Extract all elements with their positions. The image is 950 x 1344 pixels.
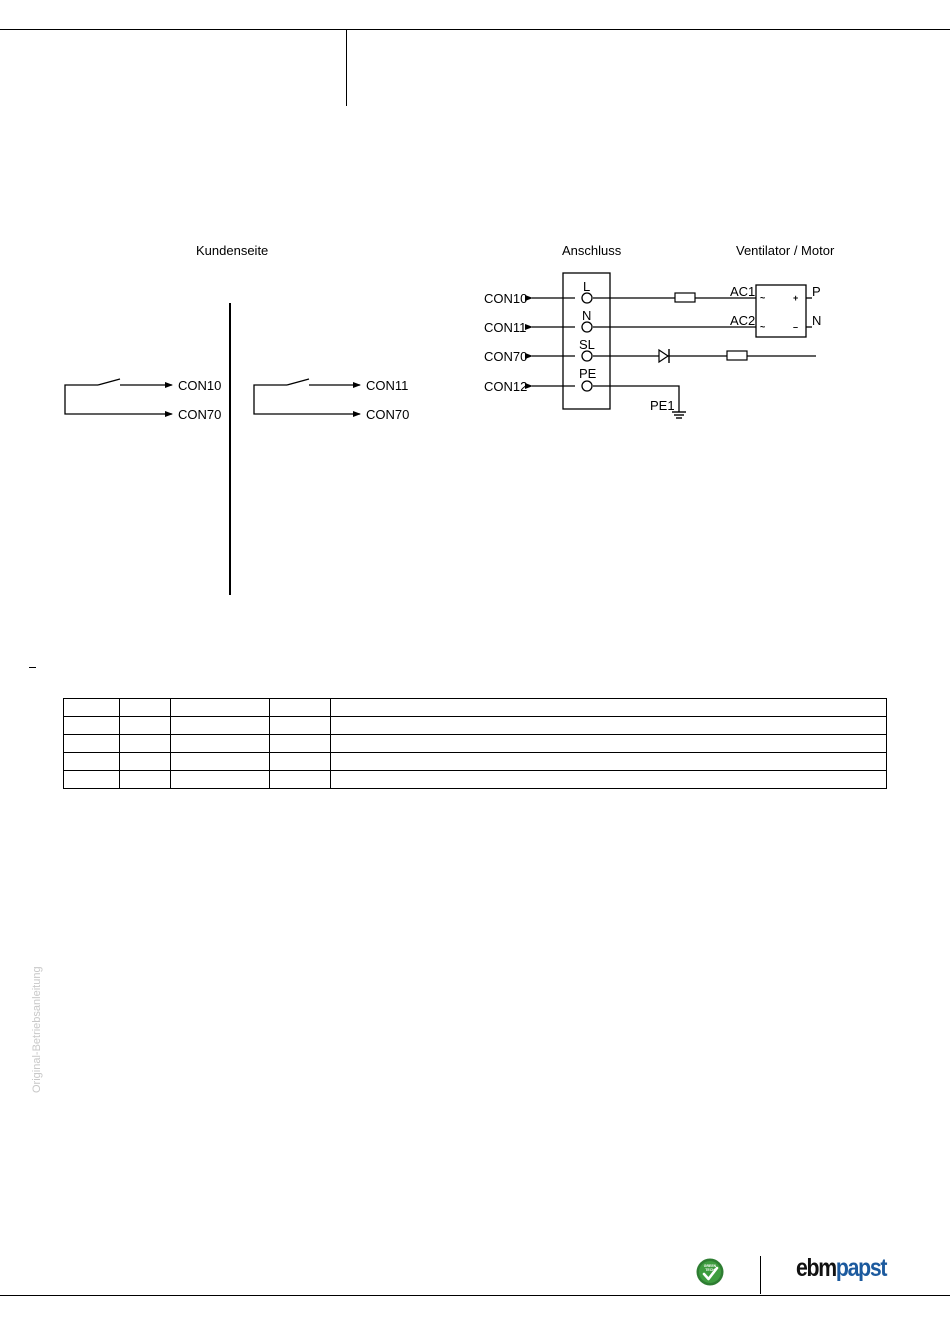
greentech-icon: [696, 1258, 724, 1286]
terminal-n: [582, 322, 592, 332]
table-cell: [331, 717, 887, 735]
table-cell: [64, 753, 120, 771]
logo-part-ebm: ebm: [796, 1254, 836, 1282]
circuit1-wire-left: [65, 385, 172, 414]
footer-rule: [0, 1295, 950, 1296]
con10-label: CON10: [484, 291, 528, 306]
terminal-pe-label: PE: [579, 366, 597, 381]
terminal-sl: [582, 351, 592, 361]
table-cell: [331, 771, 887, 789]
table-row: [64, 735, 887, 753]
table-row: [64, 753, 887, 771]
table-cell: [120, 699, 171, 717]
motor-input-ac2: AC2: [730, 313, 756, 328]
table-cell: [270, 753, 331, 771]
table-cell: [64, 699, 120, 717]
table-cell: [120, 717, 171, 735]
con12-label: CON12: [484, 379, 528, 394]
table-cell: [120, 735, 171, 753]
table-cell: [331, 735, 887, 753]
circuit2-wire-left: [254, 385, 360, 414]
connection-title: Anschluss: [562, 243, 622, 258]
motor-output-p: P: [812, 284, 821, 299]
table-cell: [270, 735, 331, 753]
con11-label: CON11: [484, 320, 527, 335]
table-cell: [331, 699, 887, 717]
table-cell: [171, 753, 270, 771]
table-cell: [171, 699, 270, 717]
ebmpapst-logo: [796, 1254, 886, 1283]
table-cell: [331, 753, 887, 771]
table-cell: [120, 771, 171, 789]
circuit2-label-lower: CON70: [366, 407, 410, 422]
terminal-sl-label: SL: [579, 337, 595, 352]
plus-sign: +: [793, 293, 799, 303]
circuit1-label-lower: CON70: [178, 407, 222, 422]
circuit2-label-upper: CON11: [366, 378, 409, 393]
terminal-n-label: N: [582, 308, 592, 323]
terminal-l: [582, 293, 592, 303]
table-row: [64, 699, 887, 717]
logo-separator: [760, 1256, 761, 1294]
table-cell: [171, 717, 270, 735]
section-marker: [29, 667, 36, 668]
diode-icon: [659, 350, 668, 362]
terminal-pe: [582, 381, 592, 391]
ground-label: PE1: [650, 398, 675, 413]
con70-label: CON70: [484, 349, 528, 364]
greentech-line1: GREEN: [703, 1264, 717, 1268]
motor-output-n: N: [812, 313, 822, 328]
logo-part-papst: papst: [835, 1254, 887, 1282]
minus-sign: –: [793, 322, 799, 332]
table-cell: [64, 717, 120, 735]
motor-input-ac1: AC1: [730, 284, 756, 299]
terminal-l-label: L: [583, 279, 591, 294]
tilde-lower: ~: [760, 322, 766, 332]
table-cell: [270, 771, 331, 789]
customer-circuit-2: [254, 378, 409, 422]
tilde-upper: ~: [760, 293, 766, 303]
fuse-1: [675, 293, 695, 302]
table-cell: [171, 735, 270, 753]
table-cell: [270, 699, 331, 717]
circuit1-label-upper: CON10: [178, 378, 222, 393]
motor-title: Ventilator / Motor: [736, 243, 835, 258]
table-body: [64, 699, 887, 789]
table-cell: [64, 735, 120, 753]
customer-circuit-1: [65, 378, 221, 422]
wiring-diagram: [0, 0, 950, 620]
table-row: [64, 771, 887, 789]
table-cell: [64, 771, 120, 789]
customer-side-title: Kundenseite: [196, 243, 269, 258]
fuse-2: [727, 351, 747, 360]
switch-1-contact: [98, 379, 120, 385]
switch-2-contact: [287, 379, 309, 385]
watermark-text: Original-Betriebsanleitung: [31, 966, 43, 1093]
greentech-line2: TECH: [705, 1268, 715, 1272]
table-cell: [171, 771, 270, 789]
table-row: [64, 717, 887, 735]
table-cell: [120, 753, 171, 771]
data-table: [63, 698, 887, 789]
table-cell: [270, 717, 331, 735]
